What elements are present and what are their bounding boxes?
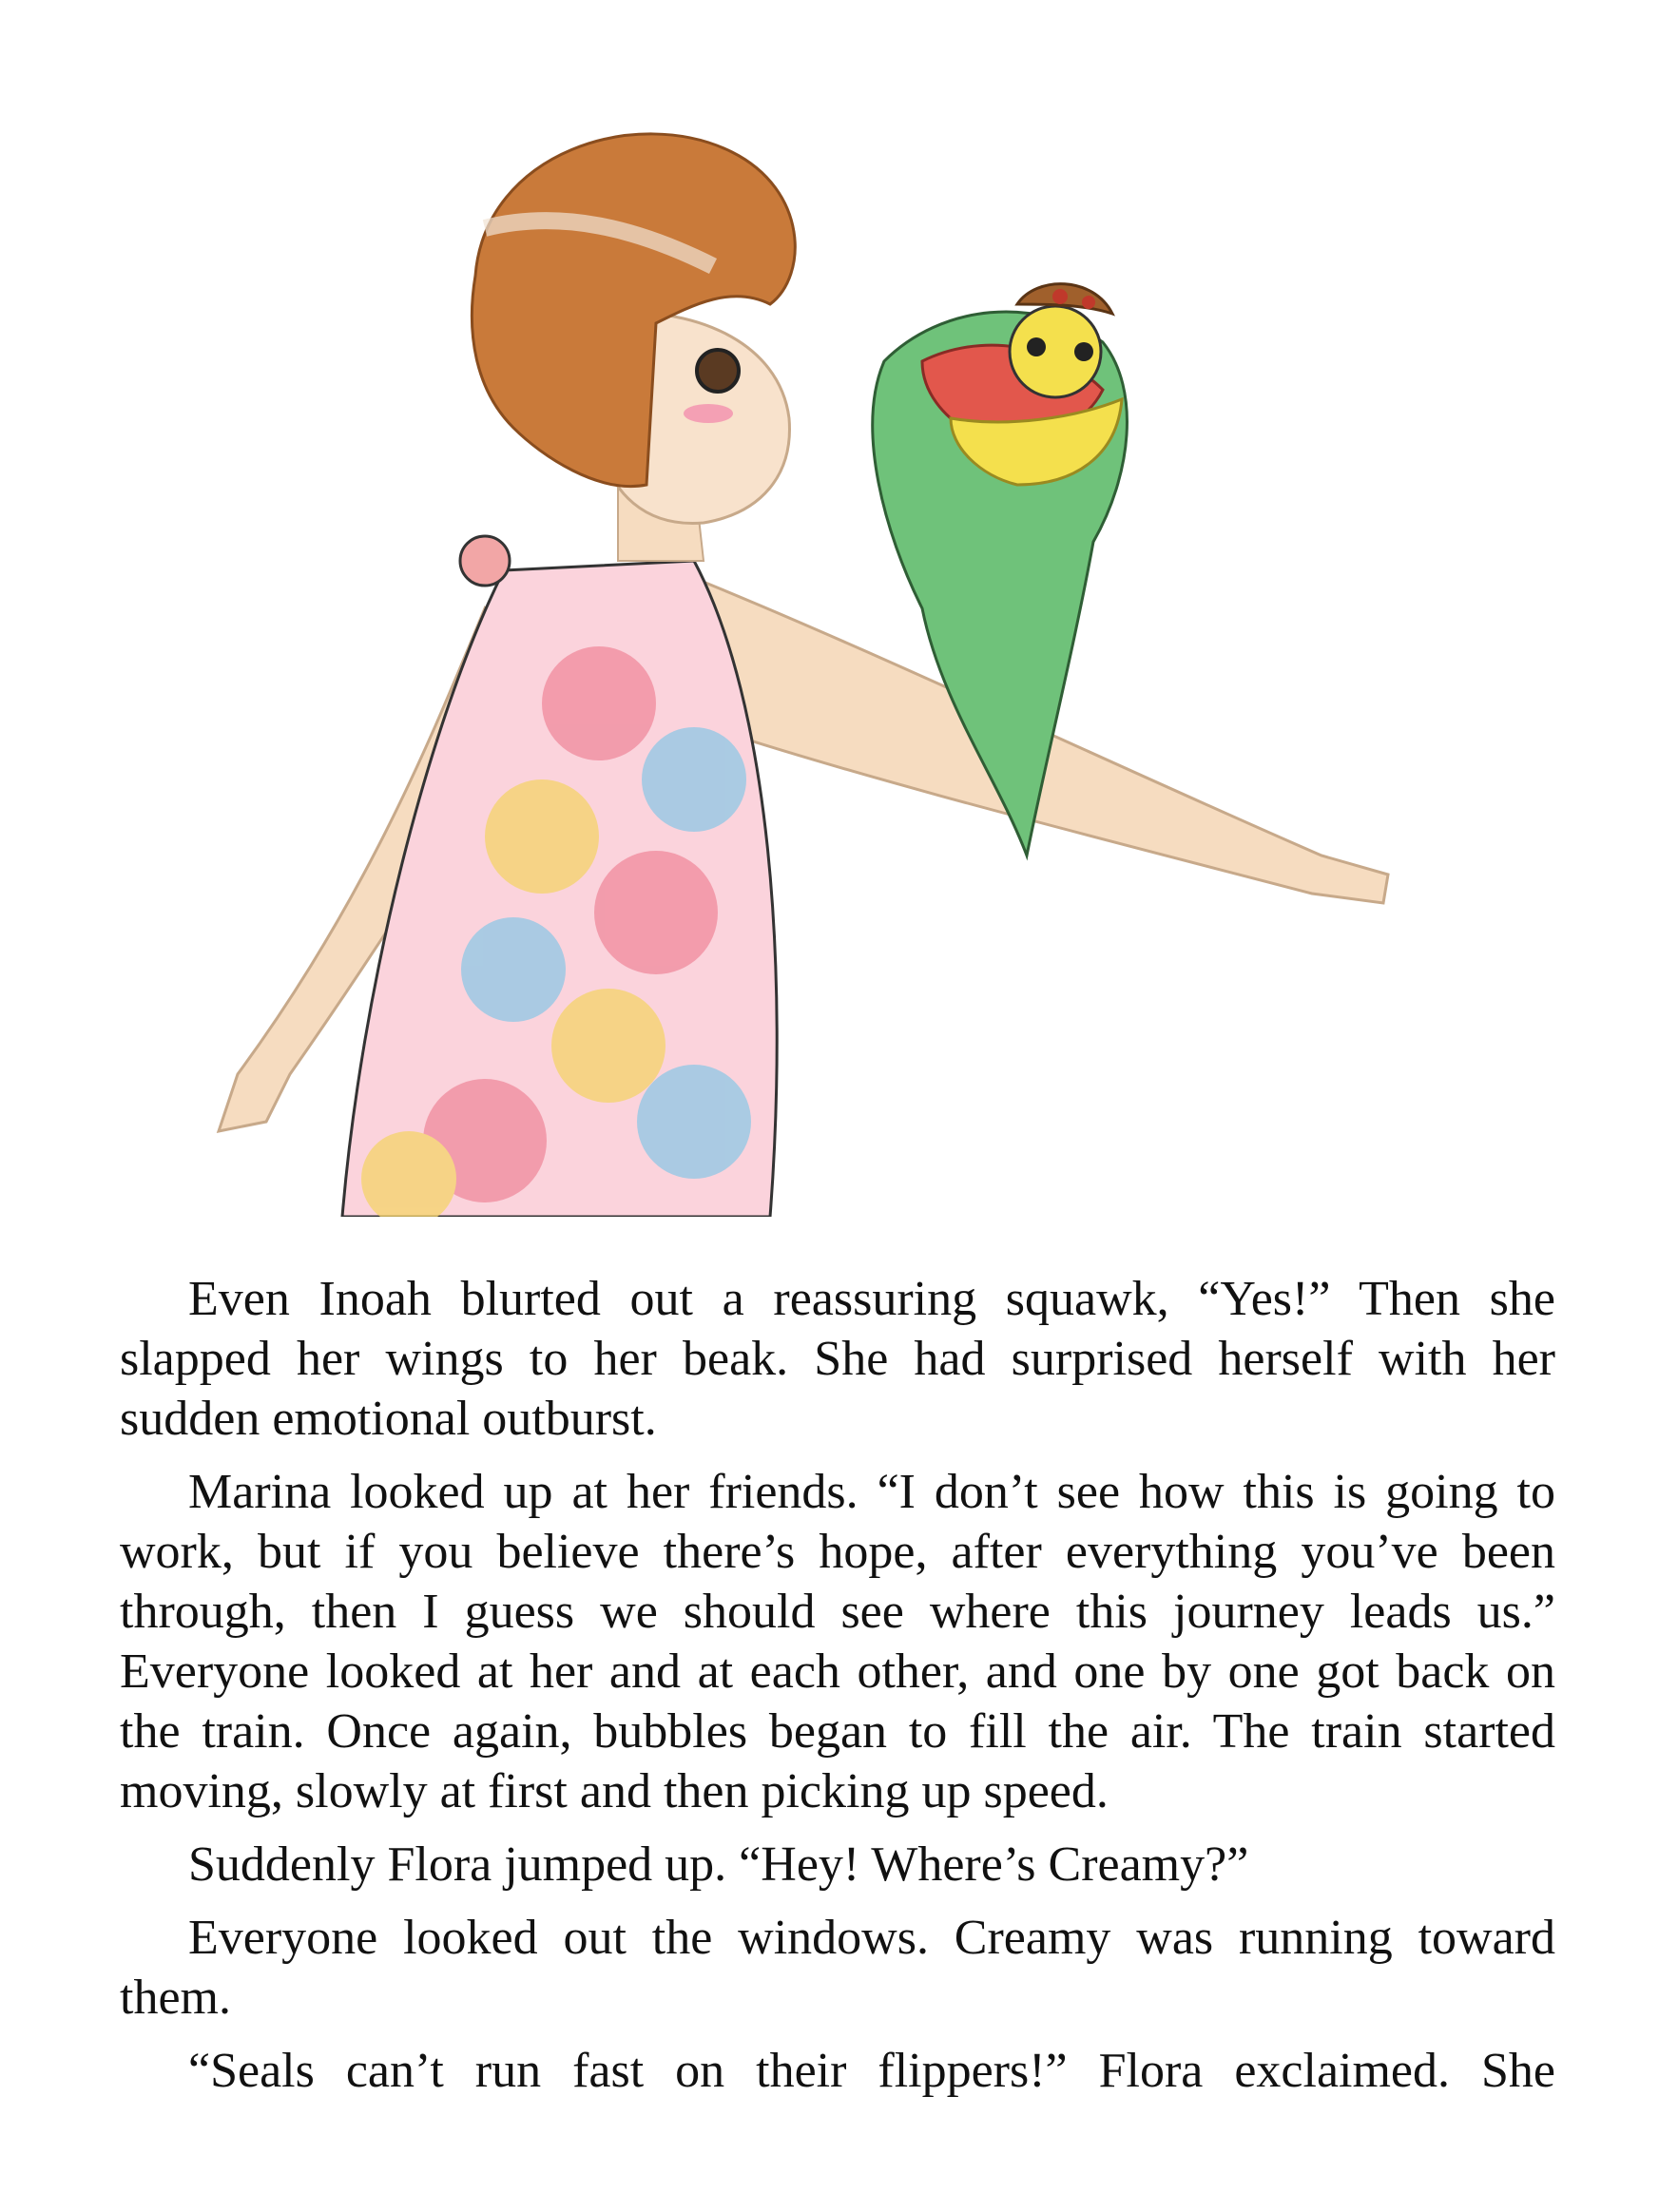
shoulder-flower — [460, 536, 510, 586]
story-text — [120, 1269, 1555, 2114]
paragraph: Marina looked up at her friends. “I don’t see how this is going to work, but if you believe there’s hope, after everything you’ve been through, then I guess we should see where this journey leads us.” Everyone looked at her and at each other, and one by one got back on the train. Once again, bubbles began to fill the air. The train started moving, slowly at first and then picking up speed. — [120, 1465, 1555, 1818]
paragraph: Everyone looked out the windows. Creamy was running toward them. — [120, 1911, 1555, 2025]
paragraph: “Seals can’t run fast on their flippers!” Flora exclaimed. She — [188, 2044, 1555, 2098]
paragraph: Even Inoah blurted out a reassuring squawk, “Yes!” Then she slapped her wings to her beak. She had surprised herself with her sudden emotional outburst. — [120, 1272, 1555, 1446]
girl-blush — [684, 404, 733, 423]
paragraph: Suddenly Flora jumped up. “Hey! Where’s Creamy?” — [188, 1837, 1249, 1892]
girl-with-parrot-illustration — [200, 114, 1464, 1217]
girl-eye — [697, 350, 739, 392]
